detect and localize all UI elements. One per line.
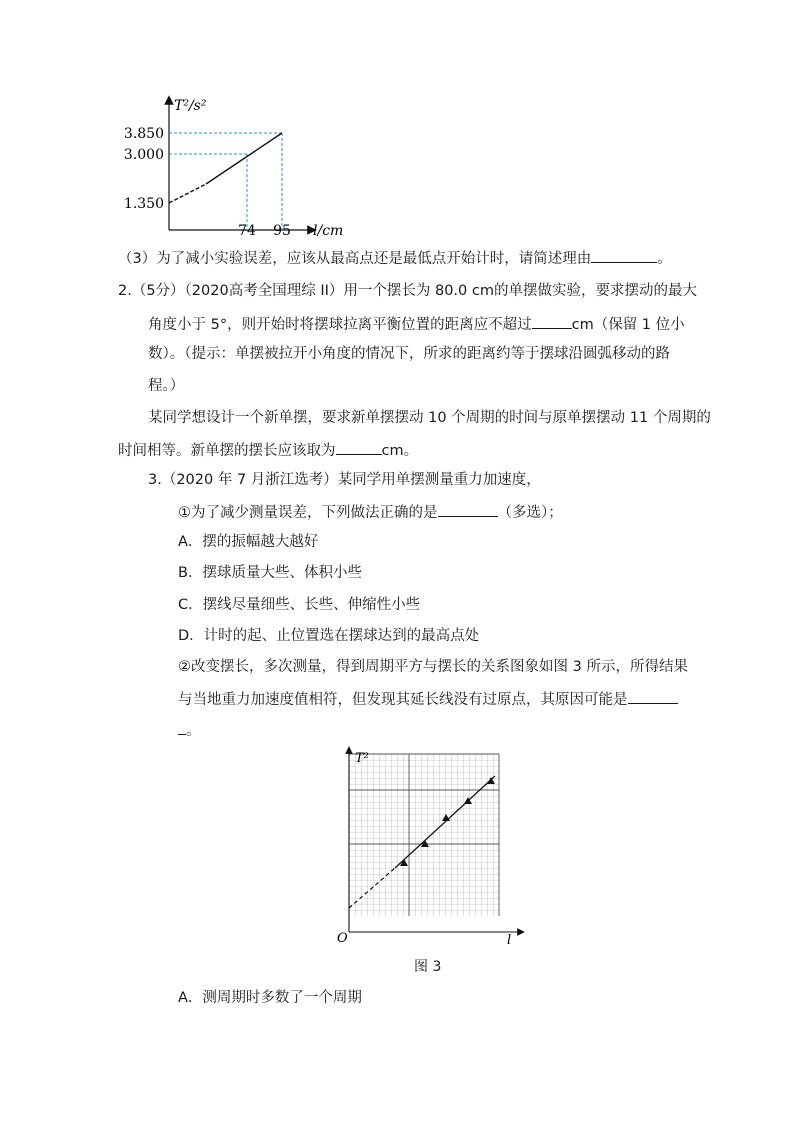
q2-line2: 角度小于 5°，则开始时将摆球拉离平衡位置的距离应不超过 cm（保留 1 位小 [148, 313, 685, 335]
answer-blank-q2-distance[interactable] [532, 313, 572, 329]
q3-option-b: B．摆球质量大些、体积小些 [178, 565, 362, 581]
y-tick-3000: 3.000 [123, 147, 164, 163]
q3-title: 3.（2020 年 7 月浙江选考）某同学用单摆测量重力加速度， [148, 472, 541, 488]
q2-line5: 某同学想设计一个新单摆，要求新单摆摆动 10 个周期的时间与原单摆摆动 11 个周期的 [148, 410, 711, 426]
q2-line6: 时间相等。新单摆的摆长应该取为 cm。 [118, 439, 418, 461]
fig3-origin-label: O [337, 931, 348, 946]
grid-minor [349, 754, 499, 916]
figure-3 [335, 746, 545, 946]
answer-blank-q3-2-cont[interactable] [178, 719, 186, 735]
q3-sub2-line2: 与当地重力加速度值相符，但发现其延长线没有过原点，其原因可能是 [178, 688, 678, 710]
graph-1 [123, 96, 460, 239]
figure-3-caption: 图 3 [414, 959, 442, 975]
q1-part3: （3）为了减小实验误差，应该从最高点还是最低点开始计时，请简述理由 。 [118, 247, 672, 269]
q3-sub2-line3: 。 [178, 719, 201, 741]
answer-blank-q2-length[interactable] [336, 439, 382, 455]
data-line-solid [206, 133, 282, 184]
q2-line1: 2.（5分）（2020高考全国理综 II）用一个摆长为 80.0 cm的单摆做实验，要求摆动的最大 [118, 283, 697, 299]
x-tick-95: 95 [273, 223, 291, 239]
fig3-x-label: l [507, 933, 512, 948]
data-line-dashed [169, 184, 206, 203]
answer-blank-q1-3[interactable] [591, 247, 657, 263]
y-tick-1350: 1.350 [123, 196, 164, 212]
q3-sub2-line1: ②改变摆长，多次测量，得到周期平方与摆长的关系图象如图 3 所示，所得结果 [178, 659, 688, 675]
fig3-y-label: T² [355, 751, 369, 766]
answer-blank-q3-2[interactable] [628, 688, 678, 704]
y-axis-label: T²/s² [174, 98, 207, 114]
x-tick-74: 74 [238, 223, 256, 239]
y-tick-3850: 3.850 [123, 126, 164, 142]
q2-line4: 程。） [148, 378, 185, 394]
q3-option-d: D．计时的起、止位置选在摆球达到的最高点处 [178, 628, 480, 644]
x-axis-label: l/cm [313, 223, 344, 239]
q3-option-c: C．摆线尽量细些、长些、伸缩性小些 [178, 597, 421, 613]
q3-sub1: ①为了减少测量误差，下列做法正确的是 （多选）； [178, 501, 563, 523]
q3-answer-option-a: A．测周期时多数了一个周期 [178, 990, 362, 1006]
q2-line3: 数）。（提示：单摆被拉开小角度的情况下，所求的距离约等于摆球沿圆弧移动的路 [148, 346, 670, 362]
q3-option-a: A．摆的振幅越大越好 [178, 534, 319, 550]
answer-blank-q3-1[interactable] [438, 501, 498, 517]
